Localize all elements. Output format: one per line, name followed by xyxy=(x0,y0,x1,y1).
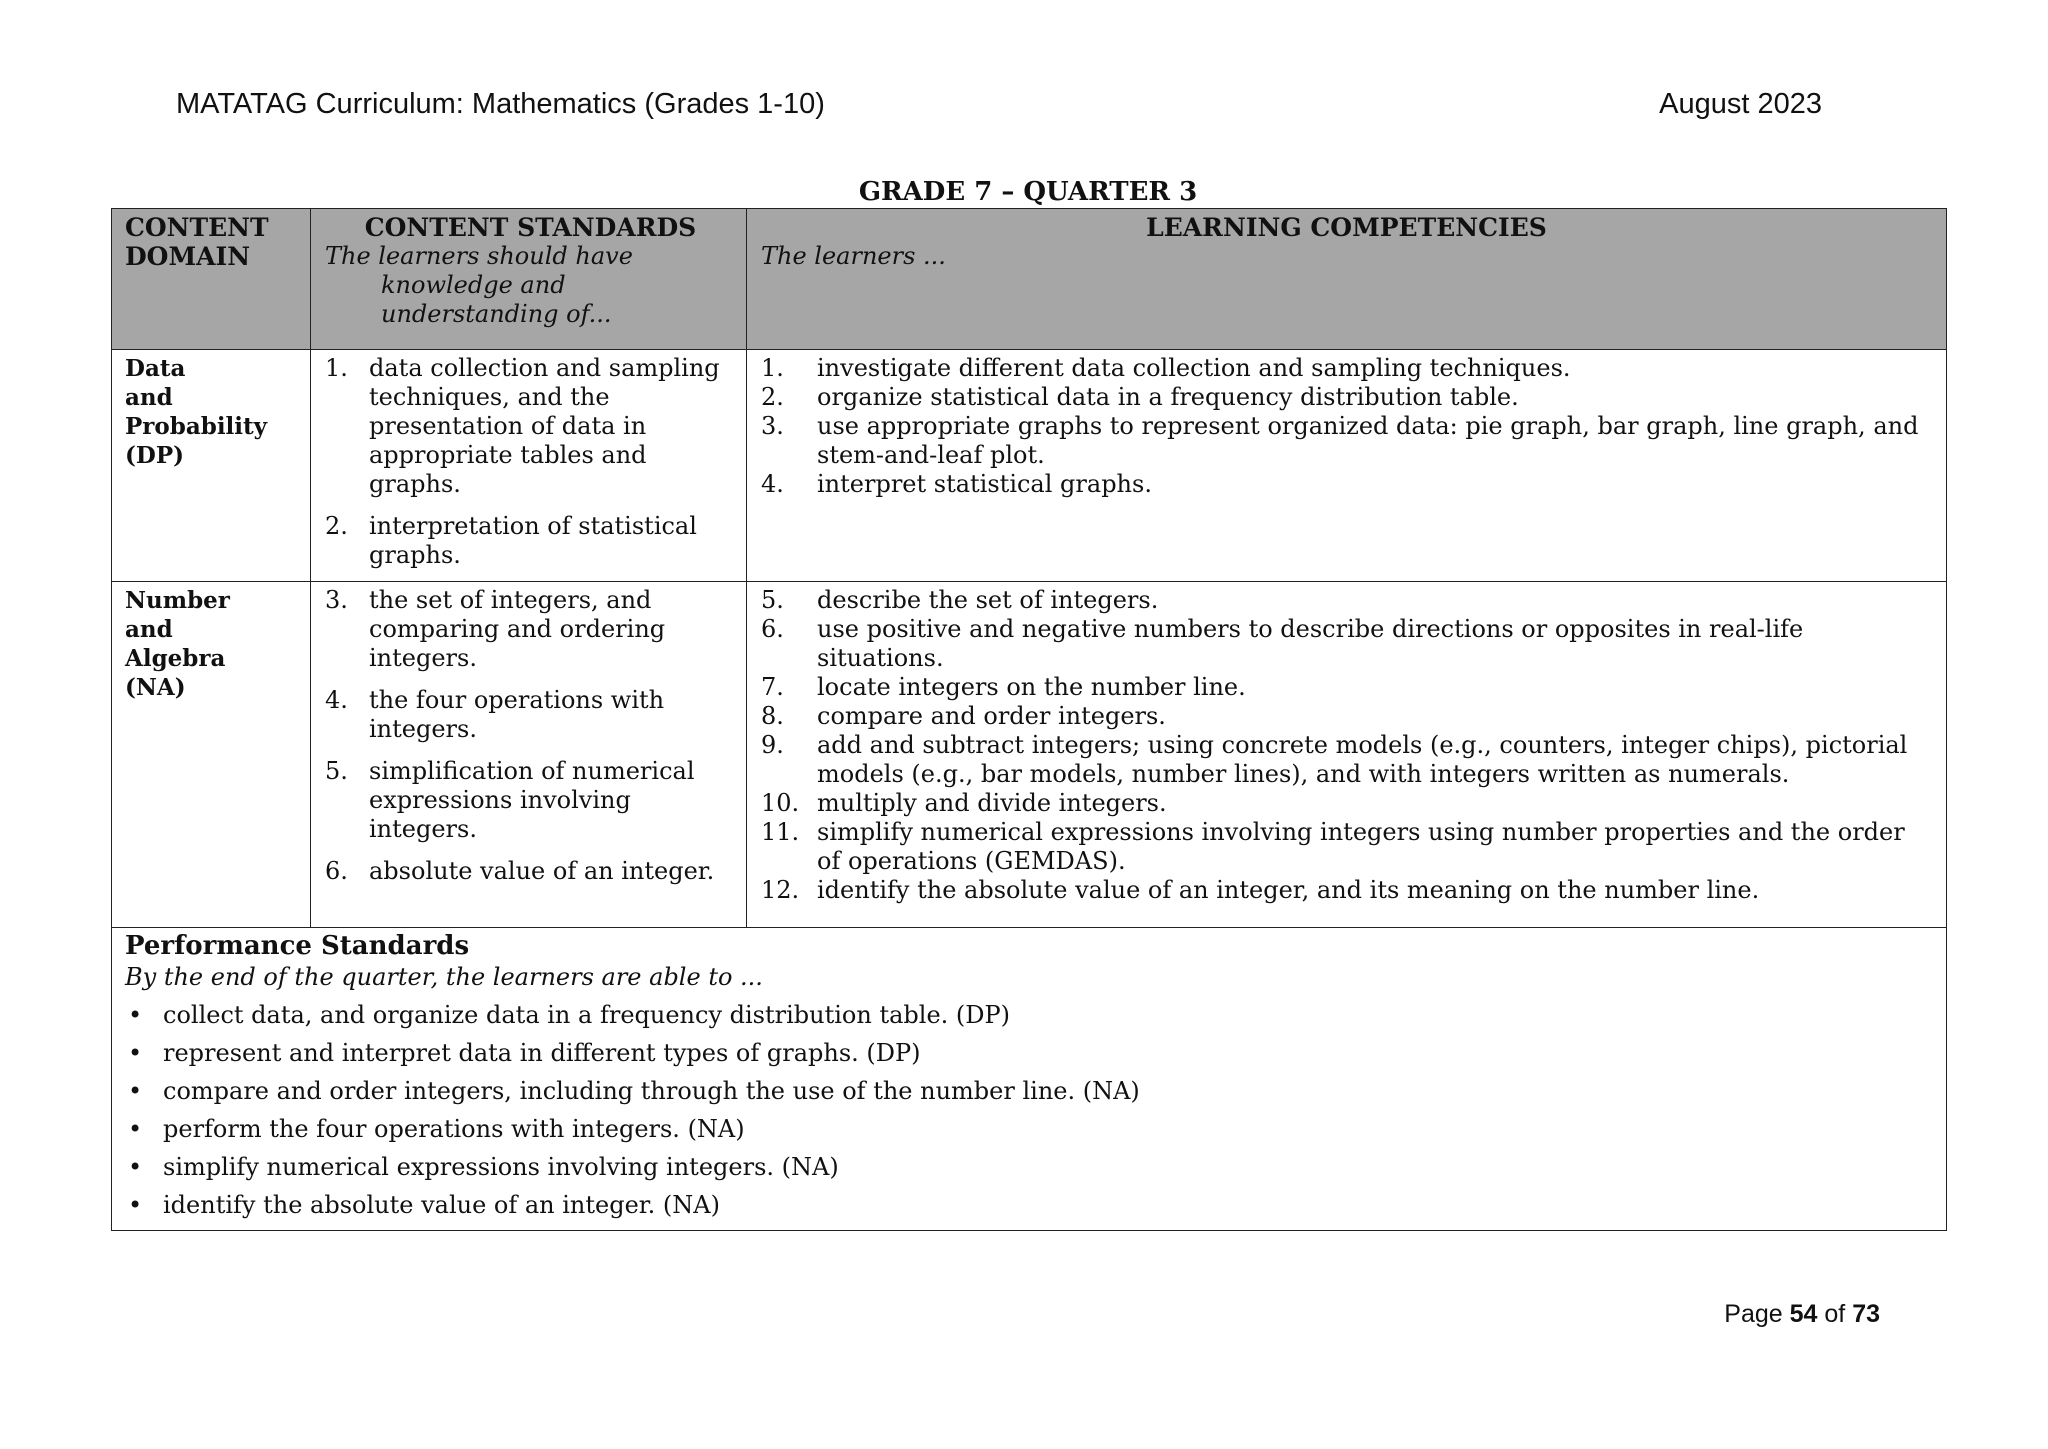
list-item: 2. organize statistical data in a frequency distribution table. xyxy=(761,383,1519,411)
content-standards-heading: CONTENT STANDARDS xyxy=(364,213,697,242)
content-standards-intro: The learners should have knowledge and understanding of... xyxy=(325,242,633,328)
header-learning-competencies xyxy=(747,209,1947,350)
list-item: 6. use positive and negative numbers to describe directions or opposites in real-life situations. xyxy=(761,615,1804,672)
list-item: 3. the set of integers, and comparing and ordering integers. xyxy=(325,586,666,672)
list-item: 1. data collection and sampling techniques, and the presentation of data in appropriate tables and graphs. xyxy=(325,354,720,498)
learning-competencies-list xyxy=(761,586,1932,905)
list-item: 5. describe the set of integers. xyxy=(761,586,1159,614)
list-item: 8. compare and order integers. xyxy=(761,702,1166,730)
list-item: • compare and order integers, including through the use of the number line. (NA) xyxy=(125,1072,1933,1110)
list-item: • simplify numerical expressions involving integers. (NA) xyxy=(125,1148,1933,1186)
page-number: 54 xyxy=(1789,1300,1818,1328)
curriculum-table xyxy=(111,208,1947,1231)
grade-quarter-title: GRADE 7 – QUARTER 3 xyxy=(858,177,1198,207)
standards-cell xyxy=(311,582,747,928)
list-item: 2. interpretation of statistical graphs. xyxy=(325,512,697,569)
content-standards-list xyxy=(325,354,736,570)
page-label: Page xyxy=(1724,1300,1783,1328)
performance-standards-list xyxy=(125,996,1933,1224)
domain-cell xyxy=(112,582,311,928)
domain-name: Number and Algebra (NA) xyxy=(125,587,230,701)
list-item: • represent and interpret data in different types of graphs. (DP) xyxy=(125,1034,1933,1072)
competencies-cell xyxy=(747,350,1947,582)
learning-competencies-heading: LEARNING COMPETENCIES xyxy=(1146,213,1547,242)
domain-name: Data and Probability (DP) xyxy=(125,355,268,469)
bullet-icon: • xyxy=(128,1039,143,1067)
list-item: • collect data, and organize data in a frequency distribution table. (DP) xyxy=(125,996,1933,1034)
list-item: • identify the absolute value of an integer. (NA) xyxy=(125,1186,1933,1224)
standards-cell xyxy=(311,350,747,582)
of-label: of xyxy=(1824,1300,1846,1328)
list-item: 10. multiply and divide integers. xyxy=(761,789,1167,817)
bullet-icon: • xyxy=(128,1153,143,1181)
content-domain-heading: CONTENT DOMAIN xyxy=(125,213,269,271)
performance-standards-intro: By the end of the quarter, the learners are able to ... xyxy=(125,963,763,991)
list-item: 11. simplify numerical expressions involving integers using number properties and the order of operations (GEMDAS). xyxy=(761,818,1905,875)
domain-cell xyxy=(112,350,311,582)
page-footer xyxy=(1724,1300,1880,1329)
performance-standards-row xyxy=(112,928,1947,1231)
bullet-icon: • xyxy=(128,1115,143,1143)
list-item: • perform the four operations with integers. (NA) xyxy=(125,1110,1933,1148)
list-item: 3. use appropriate graphs to represent organized data: pie graph, bar graph, line graph, and stem-and-leaf plot. xyxy=(761,412,1919,469)
bullet-icon: • xyxy=(128,1001,143,1029)
table-row xyxy=(112,582,1947,928)
performance-standards-title: Performance Standards xyxy=(125,931,470,961)
list-item: 12. identify the absolute value of an integer, and its meaning on the number line. xyxy=(761,876,1760,904)
table-header-row xyxy=(112,209,1947,350)
competencies-cell xyxy=(747,582,1947,928)
list-item: 4. the four operations with integers. xyxy=(325,686,665,743)
list-item: 9. add and subtract integers; using concrete models (e.g., counters, integer chips), pictorial models (e.g., bar models, number lines), and with integers written as numerals. xyxy=(761,731,1908,788)
learning-competencies-list xyxy=(761,354,1932,499)
header-content-domain xyxy=(112,209,311,350)
document-header-date: August 2023 xyxy=(1659,88,1822,120)
table-row xyxy=(112,350,1947,582)
list-item: 5. simplification of numerical expressions involving integers. xyxy=(325,757,695,843)
header-content-standards xyxy=(311,209,747,350)
list-item: 1. investigate different data collection and sampling techniques. xyxy=(761,354,1571,382)
bullet-icon: • xyxy=(128,1191,143,1219)
list-item: 7. locate integers on the number line. xyxy=(761,673,1246,701)
content-standards-list xyxy=(325,586,736,886)
list-item: 6. absolute value of an integer. xyxy=(325,857,715,885)
learning-competencies-intro: The learners ... xyxy=(761,242,946,270)
page-total: 73 xyxy=(1852,1300,1880,1328)
document-header-title: MATATAG Curriculum: Mathematics (Grades 1-10) xyxy=(176,88,825,120)
bullet-icon: • xyxy=(128,1077,143,1105)
list-item: 4. interpret statistical graphs. xyxy=(761,470,1152,498)
performance-standards-cell xyxy=(112,928,1947,1231)
